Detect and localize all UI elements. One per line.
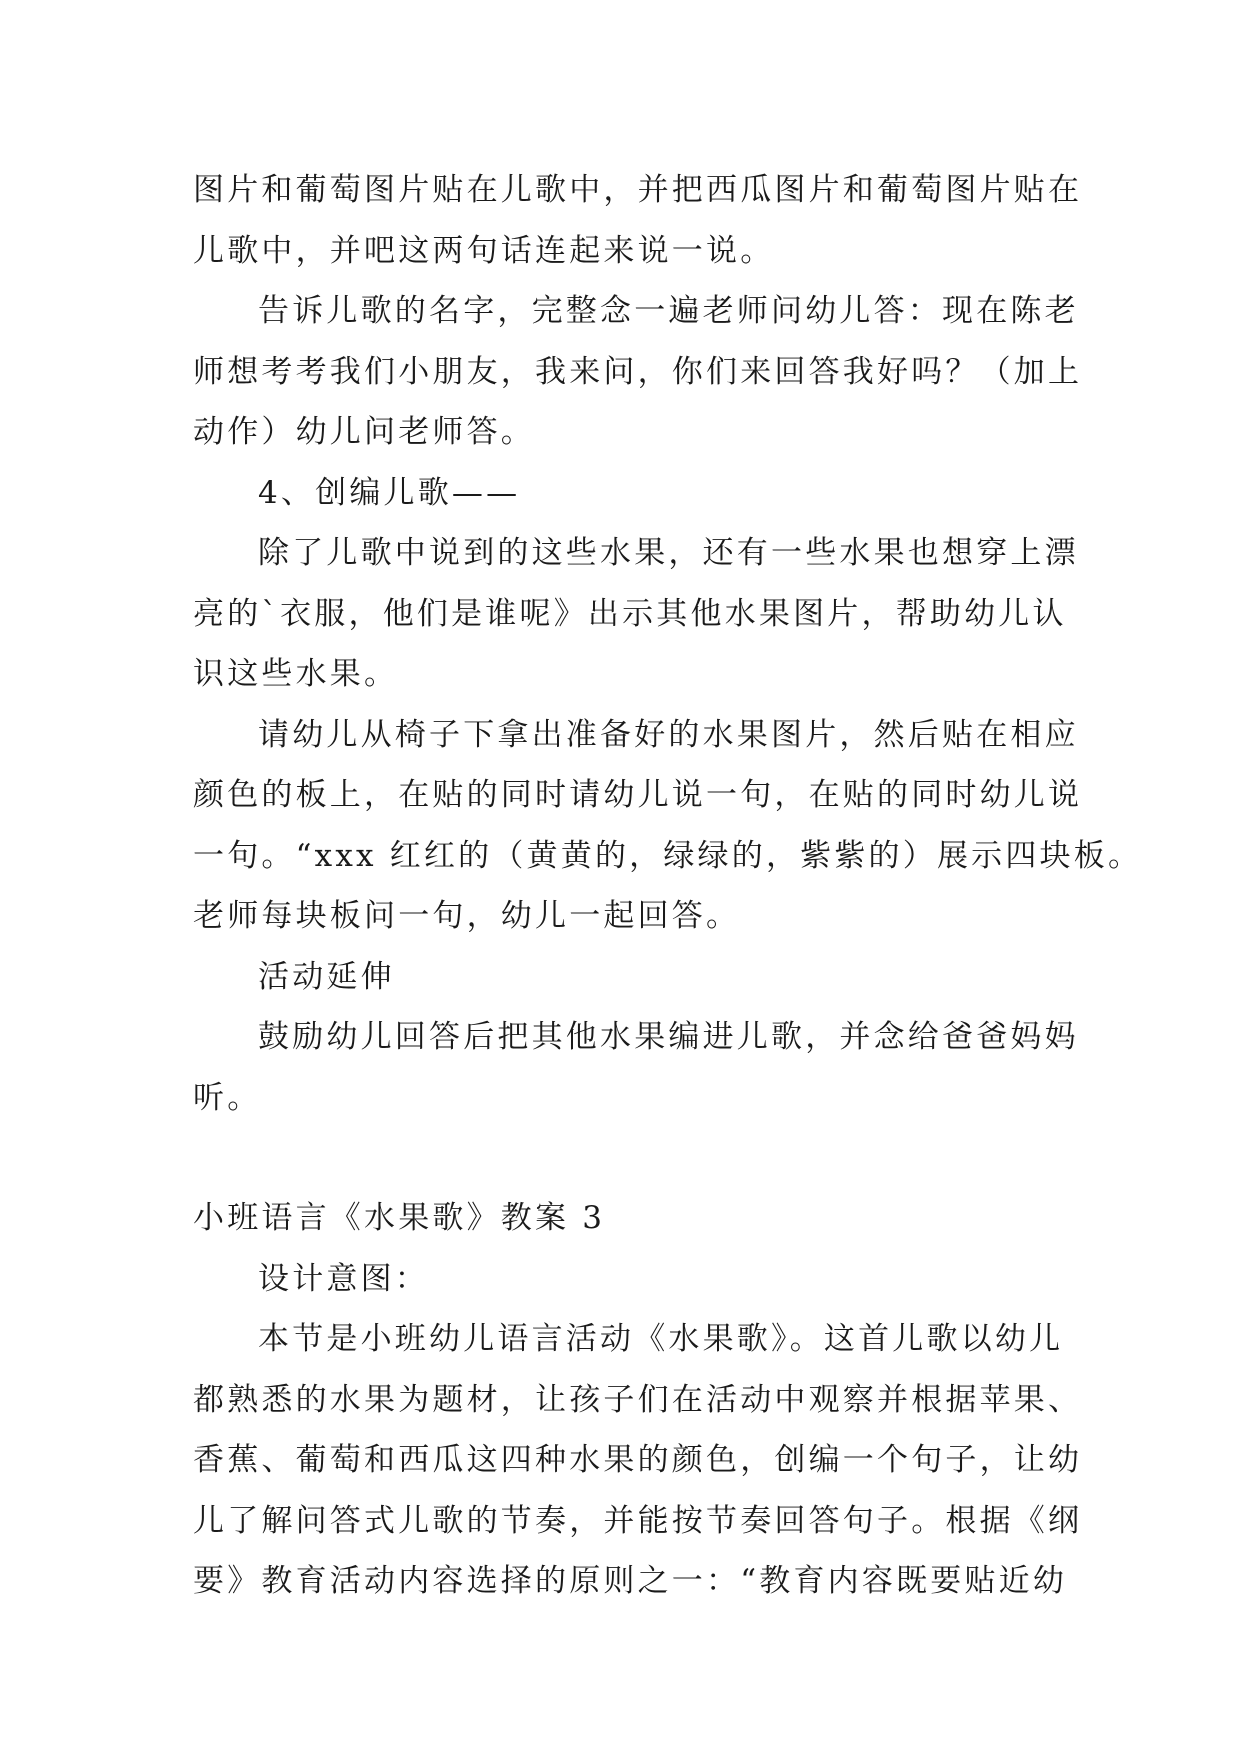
paragraph-line: 图片和葡萄图片贴在儿歌中，并把西瓜图片和葡萄图片贴在 (193, 172, 1083, 208)
paragraph-line: 师想考考我们小朋友，我来问，你们来回答我好吗？（加上 (193, 353, 1083, 390)
paragraph-line: 识这些水果。 (193, 656, 399, 692)
paragraph-line: 除了儿歌中说到的这些水果，还有一些水果也想穿上漂 (258, 535, 1079, 571)
step-heading: 4、创编儿歌—— (258, 474, 521, 511)
paragraph-line: 儿歌中，并吧这两句话连起来说一说。 (193, 232, 775, 269)
paragraph-line: 动作）幼儿问老师答。 (193, 414, 535, 450)
paragraph-line: 香蕉、葡萄和西瓜这四种水果的颜色，创编一个句子，让幼 (193, 1442, 1083, 1478)
paragraph-line: 请幼儿从椅子下拿出准备好的水果图片，然后贴在相应 (258, 716, 1079, 753)
paragraph-line: 本节是小班幼儿语言活动《水果歌》。这首儿歌以幼儿 (258, 1321, 1064, 1357)
paragraph-line: 颜色的板上，在贴的同时请幼儿说一句，在贴的同时幼儿说 (193, 777, 1083, 813)
paragraph-line: 都熟悉的水果为题材，让孩子们在活动中观察并根据苹果、 (193, 1381, 1083, 1418)
paragraph-line: 告诉儿歌的名字，完整念一遍老师问幼儿答：现在陈老 (258, 293, 1079, 329)
paragraph-line: 一句。“xxx 红红的（黄黄的，绿绿的，紫紫的）展示四块板。 (193, 837, 1143, 874)
subheading: 设计意图： (258, 1260, 429, 1297)
paragraph-line: 要》教育活动内容选择的原则之一：“教育内容既要贴近幼 (193, 1563, 1068, 1599)
document-body (193, 160, 1143, 1612)
section-spacer (193, 1128, 1053, 1188)
paragraph-line: 儿了解问答式儿歌的节奏，并能按节奏回答句子。根据《纲 (193, 1502, 1083, 1539)
paragraph-line: 鼓励幼儿回答后把其他水果编进儿歌，并念给爸爸妈妈 (258, 1019, 1079, 1055)
paragraph-line: 亮的`衣服，他们是谁呢》出示其他水果图片，帮助幼儿认 (193, 595, 1067, 632)
section-title: 小班语言《水果歌》教案 3 (193, 1200, 606, 1236)
subheading: 活动延伸 (258, 958, 395, 995)
paragraph-line: 老师每块板问一句，幼儿一起回答。 (193, 898, 741, 934)
paragraph-line: 听。 (193, 1079, 262, 1116)
